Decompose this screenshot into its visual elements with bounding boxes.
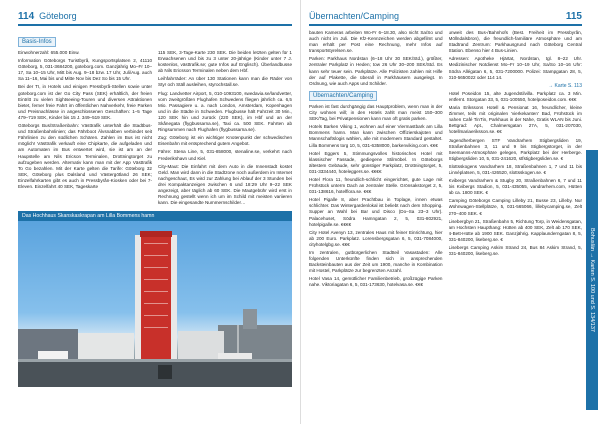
paragraph: Adressen: Apotheke Hjärtat, Nordstan, tgl. 8–22 Uhr. Medizinischer Notdienst Mo–Fr 10–19 Uhr, Sa/So 10–16 Uhr: Södra Allégatan 6, 5, 031-7200000. Polizei: Stampgatan 28, 5, 010-5650022 oder 114 14. <box>448 56 582 80</box>
left-column-1 <box>18 50 152 208</box>
paragraph: Hotels Barken Viking 1, wohnen auf einer Viermastbark am Lilla Bommens hamn. Man kann zwischen Offizierskajüten und Mannschaftslogis wählen, alle mit modernem Standard gestaltet. Lilla Bommens torg 10, 5, 031-6358000, barkenviking.com. €€€ <box>309 124 443 148</box>
paragraph: Hotel Poseidon 15, alte Jugendstilvilla. Parkplatz ca. 3 Min. entfernt. Storgatan 33, 5, 031-100550, hotelposeidon.com. €€€ <box>448 90 582 102</box>
paragraph: 115 SEK, 3-Tage-Karte 230 SEK. Die beiden letzten gelten für 1 Erwachsenen und bis zu 3 unter 20-jährige (Kinder unter 7 J. kostenlos, västtrafik.se; gute Infos auf Englisch). Überlandbusse ab Nils Ericsson Terminalen neben dem Hbf. <box>158 50 292 74</box>
paragraph: Lisebergs Camping Askim Strand 24, Bus 84 Askim Strand, 5, 031-840200, liseberg.se. <box>448 245 582 257</box>
chapter-side-tab <box>586 150 598 410</box>
paragraph: Einwohnerzahl: 655.000 Einw. <box>18 50 80 55</box>
paragraph: Hotel Pigalle 8, aber Prachtbau in Toplage, innen etwas schlichter. Das Wintergardenlokal ist beliebt nach dem Shopping. Supper an Wahl bei Bar und Disco (Do–Sa 23–3 Uhr). Palacehuset, Södra Hamngatan 2, 5, 031-802921, hotelpigalle.se. €€€€ <box>309 197 443 227</box>
paragraph: Camping Göteborgs Camping Lilleby 21, Busse 23, Lilleby. Nur Wohnwagen-Stellplätze, 5, 031-565066, lillebycamping.se, Zelt 270–400 SEK. € <box>448 198 582 216</box>
paragraph: Im zentralen, gutbürgerlichen Stadtteil Vasastaden: Alle folgenden Unterkünfte finden sich in ansprechenden Backsteinbauten aus der Zeit um 1900, manche in Kombination mit Hostel, Parkplätze zur begrenzten Anzahl. <box>309 250 443 274</box>
paragraph: City Hotel Avenyn 13, zentrales Haus mit feiner Einrichtung, hier ab 200 Euro. Parkplatz. Lorensbergsgatan 6, 5, 031-7084000, cityhotelgbg.se. €€€ <box>309 229 443 247</box>
paragraph: Flug: Landvetter Airport, 5, 010-1093100, swedavia.se/landvetter, vom zweitgrößten Flughafen Schwedens fliegen jährlich ca. 6,5 Mio. Passagiere u. a. nach London, Amsterdam, Kopenhagen und in die Städte in Schweden. Flugbusse hält Fahrzeit 30 Min., 120 SEK hin und zurück (220 SEK), im Hbf und an der Skånegata (flygbussarna.se), Taxi ca. 500 SEK. Fahrten ab Ringsummen nach Flughafen (flygbussarna.se). <box>158 90 292 133</box>
right-text-columns <box>309 30 582 291</box>
right-page <box>300 0 600 424</box>
page-number: 114 <box>18 10 35 22</box>
paragraph: Bei der TI, in Hotels und einigen Pressbyrå-Stellen sowie unter goteborg.com ist der Go City Pass (SEK) erhältlich, der freien Eintritt zu vielen Sightseeing-Touren und diversen Attraktionen bietet, ferner freie Fahrt im öffentlichen Nahverkehr, freie Parken und Preisnachlässe in angeschlossenen Geschäften: 1–5 Tage 479–719 SEK, Kinder bis 15 J. 349–519 SEK. <box>18 84 152 120</box>
paragraph: City-Maut: Die Einfahrt mit dem Auto in die Innenstadt kostet Geld. Man wird dann in die Stadtzone noch außerdem im Internet nachgeschaut, Es wird zur Zahlung bei Ablauf der 3 Stunden bei drei Kompaktanzeigen zwischen 6 und 18:29 Uhr 9–22 SEK angezeigt, aber täglich ab 60 SEK. Die Mautgebühr wird erst in Rechnung gestellt wenn ich um im Schild mit meisten variieren kann. Die eingesandte Nummernschilder… <box>158 163 292 206</box>
left-page-header <box>18 8 292 26</box>
page-number: 115 <box>565 10 582 22</box>
paragraph: bauten Kameras arbeiten Wo-Fr 6–18.30, also nicht Sa/So und auch nicht im Juli. Die Kfz-Kennzeichen werden abgefilmt und man erhält per Post eine Rechnung, mehr Infos auf transportstyrelsen.se. <box>309 30 443 54</box>
paragraph: Slottsskogens Vandrarhem 18, Straßenbahnen 1, 7 und 11 bis Linnéplatsen, 5, 031-426520, slottsskogen.se. € <box>448 163 582 175</box>
map-reference: → Karte S. 113 <box>548 82 582 89</box>
photo-illustration <box>18 221 292 387</box>
left-text-columns <box>18 50 292 208</box>
paragraph: Kvibergs Vandrarhem & Stugby 20, Straßenbahnen 6, 7 und 11 bis Kvibergs Stadion, 5, 031-435055, vandrarhem.com, Hütten ab ca. 1800 SEK. € <box>448 178 582 196</box>
section-heading-uebernachten: Übernachten/Camping <box>309 91 377 101</box>
skyscraper-photo <box>18 221 292 387</box>
left-column-2 <box>158 50 292 208</box>
paragraph: Zug: Göteborg ist ein wichtiger Knotenpunkt der schwedischen Eisenbahn mit entsprechend gutem Angebot. <box>158 135 292 147</box>
running-header: Göteborg <box>39 10 77 21</box>
paragraph: Jugendherbergen STF Vandrarhem Stigbergsliden 19, Straßenbahnen 3, 11 und 9 bis Stigbergstorget, in der Seemanns-Atmosphäre gelegen, Parkplatz bei der Herberge. Stigbergsliden 10, 5, 031-241620, stfstigbergsliden.se. € <box>448 137 582 161</box>
paragraph: Information Göteborgs Turistbyrå, Kungsportsplatsen 2, 41110 Göteborg, 5, 031-3684200, goteborg.com. Ganzjährig Mo–Fr 10–17, Sa 10–15 Uhr, Mitt bis Aug. 9–18 bzw. 17 Uhr, Juli/Aug. auch Sa 11–16, Mai bis und Mitte Nov bis Dez So bis 15 Uhr. <box>18 58 152 82</box>
paragraph: Leihfahrräder: An über 130 Stationen kann man die Räder von Styr och Ställ ausleihen, styrochstall.se. <box>158 76 292 88</box>
paragraph: unweit des Bus-/Bahnhofs (Best. Freiheit im Pressbyrån, Möllndalsbron), die freundlich-familiäre Atmosphäre und am Stadtrand Zentrum: Parkhausgrund nach Göteborg Central Station. Ebenso hier 4 Bus-Linien. <box>448 30 582 54</box>
right-column-1 <box>309 30 443 291</box>
section-heading-basis-infos: Basis-Infos <box>18 37 56 47</box>
paragraph: Hotel Flora 11, freundlich-schlicht eingerichtet, gute Lage mit Frühstück unterm Dach an zentraler Stelle. Grönsakstorget 2, 5, 031-138616, hotelflora.se. €€€ <box>309 176 443 195</box>
right-page-header <box>309 8 582 26</box>
paragraph: Hotel Eggers 5, Stimmungsvolles historisches Hotel mit klassischer Fassade, gediegene Stilmöbel. In Göteborgs ältestem Gebäude, sehr günstiger Parkplatz, Drottningtorget, 5, 031-3334440, hoteleggers.se. €€€€ <box>309 150 443 174</box>
paragraph: Parken ist fast durchgängig das Hauptproblem, wenn man in der City wohnen will; in den Hotels zahlt man meist 150–300 SEK/Tag, bei Privatpensionen kann man oft gratis parken. <box>309 103 443 122</box>
running-header: Übernachten/Camping <box>309 11 400 21</box>
paragraph: Fähre: Stena Line, 5, 031-858000, stenaline.se, verkehrt nach Frederikshavn und Kiel. <box>158 149 292 161</box>
paragraph: Parken: Parkhaus Nordstan (6–18 Uhr 30 SEK/Std.), größter, zentraler Parkplatz in Heden; tow 26 Uhr 30–200 SEK/Std. Es kann sehr teuer sein. Parkplätze. Alle Polizisten zahlen mit Hilfe der auf Plakette, die überall in Parkhäusern ausgelegt. In Ordnung, wie auch Apps und Schilder. <box>309 56 443 86</box>
side-tab-label: Bohuslän → Karten S. 100 und S. 134/137 <box>589 228 595 332</box>
right-column-2 <box>449 30 583 291</box>
paragraph: Hotel Vasa 14, gemütlicher Familienbetrieb, großzügige Parken nahe. Viktoriagatan 6, 5, 031-173630, hotelvasa.se. €€€ <box>309 276 443 288</box>
paragraph: Maria Erikssons Hotell & Pensionat 16, freundlicher, kleine Zimmer, teils mit originalen 'vierkekanten' Bad, Frühstück im nahen Café TinTin, Parkhaus in der Nähe, Gratis WLAN bis Juni. Bettgrad: Apt., Chalmersgatan 27A, 5, 031-207030, hotellmariaeriksson.se. €€ <box>448 105 582 135</box>
photo-caption: Das Hochhaus Skanskaskrapan am Lilla Bommens hamn <box>18 211 292 221</box>
paragraph: Lisebergbyn 21, Straßenbahn 5, Richtung Torp, in Weidensgatan, am Hochsten Haupthang: Hütten ab 400 SEK, Zelt ab 170 SEK, 4-Bett-Hütte ab 1900 SEK. Ganzjährig. Kapplaunderngatan 8, 5, 031-840200, liseberg.se. € <box>448 218 582 242</box>
paragraph: Göteborgs Bus/Straßenbahn: Västtrafik unterhält die Stadtbus- und Straßenbahnlinien; das Fährboot Älvsnabben verbindet seit Fährlinien zu den südlichen Schären. Zahlen im Bus ist nicht möglich! Västtrafik verkauft eine Chipkarte, die aufgeladen und am Automaten im Bus entwertet wird, sie ist am an der Haupstelle am Nils Ericson Terminalen, Drottningtorget zu aufzugeben werden. Alternativ kann man mit der App Västtrafik To Go bezahlen. Mit der Karte gelten die Tarife: Göteborg 32 SEK, Göteborg plus Dalsland und Västergötland 26 SEK; Einzelfahrkarten gibt es auch in Pressbyrån-Kiosken oder bei 7-Eleven. Einzelfahrt 40 SEK, Tageskarte <box>18 123 152 189</box>
